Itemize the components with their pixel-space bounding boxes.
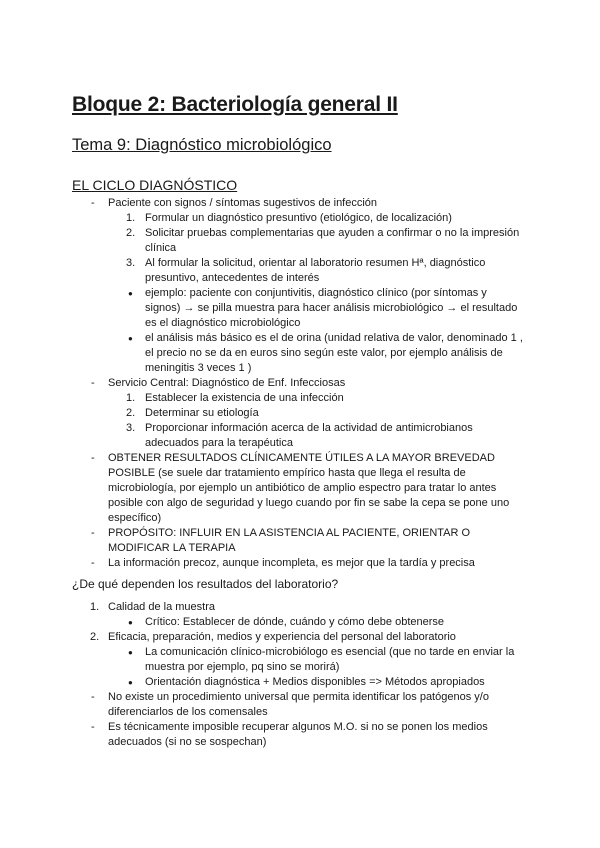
- list-item: OBTENER RESULTADOS CLÍNICAMENTE ÚTILES A LA MAYOR BREVEDAD: [108, 452, 495, 464]
- list-item: diferenciarlos de los comensales: [108, 706, 268, 718]
- topic-title: Tema 9: Diagnóstico microbiológico: [72, 136, 332, 154]
- list-item: meningitis 3 veces 1 ): [145, 362, 252, 374]
- list-item: el precio no se da en euros sino según este valor, por ejemplo análisis de: [145, 347, 503, 359]
- list-item: microbiología, por ejemplo un antibiótico de amplio espectro para tratar lo antes: [108, 482, 497, 494]
- list-marker: 2.: [126, 407, 136, 419]
- list-item: presuntivo, antecedentes de interés: [145, 272, 320, 284]
- list-item: adecuados para la terapéutica: [145, 437, 293, 449]
- bullet-icon: ●: [128, 618, 133, 627]
- list-item: Orientación diagnóstica + Medios disponibles => Métodos apropiados: [145, 676, 485, 688]
- list-item: Establecer la existencia de una infección: [145, 392, 344, 404]
- bullet-icon: ●: [128, 648, 133, 657]
- list-marker: 2.: [126, 227, 136, 239]
- list-marker: -: [91, 527, 95, 539]
- page-title: Bloque 2: Bacteriología general II: [72, 93, 398, 116]
- list-item: ejemplo: paciente con conjuntivitis, diagnóstico clínico (por síntomas y: [145, 287, 487, 299]
- list-marker: 1.: [126, 212, 136, 224]
- list-item: es el diagnóstico microbiológico: [145, 317, 301, 329]
- list-marker: 3.: [126, 422, 136, 434]
- list-item: Calidad de la muestra: [108, 601, 216, 613]
- list-item: Al formular la solicitud, orientar al laboratorio resumen Hª, diagnóstico: [145, 257, 486, 269]
- list-item: La información precoz, aunque incompleta, es mejor que la tardía y precisa: [108, 557, 475, 569]
- list-item: clínica: [145, 242, 177, 254]
- bullet-icon: ●: [128, 334, 133, 343]
- list-marker: 2.: [90, 631, 100, 643]
- list-marker: 3.: [126, 257, 136, 269]
- list-item: signos) → se pilla muestra para hacer análisis microbiológico → el resultado: [145, 302, 518, 314]
- list-marker: -: [91, 377, 95, 389]
- list-item: Servicio Central: Diagnóstico de Enf. Infecciosas: [108, 377, 346, 389]
- list-item: Proporcionar información acerca de la actividad de antimicrobianos: [145, 422, 473, 434]
- list-item: Es técnicamente imposible recuperar algunos M.O. si no se ponen los medios: [108, 721, 488, 733]
- list-item: Crítico: Establecer de dónde, cuándo y cómo debe obtenerse: [145, 616, 445, 628]
- list-item: específico): [108, 512, 162, 524]
- list-marker: -: [91, 197, 95, 209]
- bullet-icon: ●: [128, 678, 133, 687]
- list-item: Solicitar pruebas complementarias que ayuden a confirmar o no la impresión: [145, 227, 520, 239]
- list-item: posible con algo de seguridad y luego cuando por fin se sabe la cepa se pone uno: [108, 497, 510, 509]
- list-item: muestra por ejemplo, pq sino se morirá): [145, 661, 340, 673]
- list-item: MODIFICAR LA TERAPIA: [108, 542, 236, 554]
- bullet-icon: ●: [128, 289, 133, 298]
- list-marker: 1.: [126, 392, 136, 404]
- list-marker: 1.: [90, 601, 100, 613]
- question-heading: ¿De qué dependen los resultados del laboratorio?: [72, 577, 339, 591]
- list-item: No existe un procedimiento universal que permita identificar los patógenos y/o: [108, 691, 489, 703]
- list-item: Determinar su etiología: [145, 407, 259, 419]
- list-item: PROPÓSITO: INFLUIR EN LA ASISTENCIA AL PACIENTE, ORIENTAR O: [108, 527, 471, 539]
- list-item: Eficacia, preparación, medios y experiencia del personal del laboratorio: [108, 631, 456, 643]
- list-item: Formular un diagnóstico presuntivo (etiológico, de localización): [145, 212, 452, 224]
- list-marker: -: [91, 691, 95, 703]
- list-item: POSIBLE (se suele dar tratamiento empírico hasta que llega el resulta de: [108, 467, 466, 479]
- list-item: La comunicación clínico-microbiólogo es esencial (que no tarde en enviar la: [145, 646, 515, 658]
- list-item: el análisis más básico es el de orina (unidad relativa de valor, denominado 1 ,: [145, 332, 523, 344]
- list-marker: -: [91, 452, 95, 464]
- list-item: adecuados (si no se sospechan): [108, 736, 267, 748]
- list-marker: -: [91, 557, 95, 569]
- section-heading: EL CICLO DIAGNÓSTICO: [72, 177, 238, 193]
- list-marker: -: [91, 721, 95, 733]
- list-item: Paciente con signos / síntomas sugestivos de infección: [108, 197, 378, 209]
